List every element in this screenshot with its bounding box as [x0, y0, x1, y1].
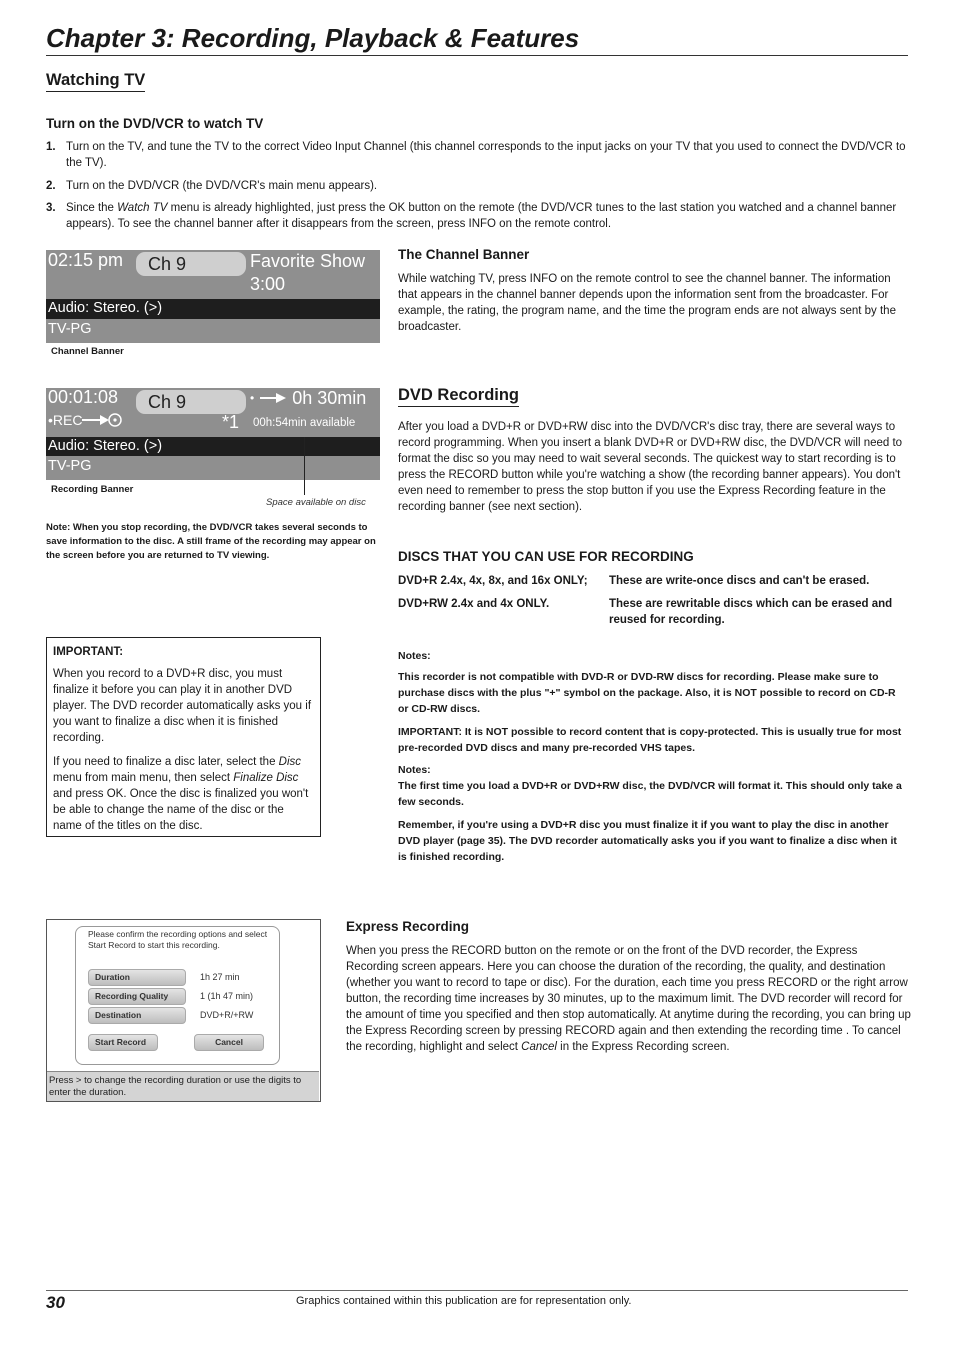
footer-divider	[46, 1290, 908, 1291]
record-to-disc-icon	[82, 413, 122, 427]
duration-field[interactable]: Duration	[88, 969, 186, 986]
section-heading-watching-tv: Watching TV	[46, 70, 145, 92]
disc-type-dvdrw: DVD+RW 2.4x and 4x ONLY.	[398, 598, 550, 610]
recording-duration: • 0h 30min	[250, 388, 367, 408]
step-2	[46, 178, 906, 194]
notes-label-2: Notes:	[398, 764, 431, 776]
step-text: Since the Watch TV menu is already highlighted, just press the OK button on the remote (the DVD/VCR tunes to the last station you watched and a channel banner appears). To see the channel banner after it disappears from the screen, press INFO on the remote control.	[66, 202, 897, 230]
banner-audio: Audio: Stereo. (>)	[46, 299, 380, 319]
banner-time: 02:15 pm	[48, 250, 124, 270]
callout-line	[304, 437, 305, 495]
subheading-turn-on: Turn on the DVD/VCR to watch TV	[46, 116, 264, 131]
step-text: Turn on the DVD/VCR (the DVD/VCR's main menu appears).	[66, 180, 378, 192]
step-text: Turn on the TV, and tune the TV to the correct Video Input Channel (this channel corresponds to the input jacks on your TV that you used to connect the DVD/VCR to the TV).	[66, 141, 906, 169]
stop-recording-note: Note: When you stop recording, the DVD/VCR takes several seconds to save information to the disc. A still frame of the recording may appear on the screen before you are returned to TV viewing.	[46, 522, 376, 561]
important-text-2: If you need to finalize a disc later, select the Disc menu from main menu, then select Finalize Disc and press OK. Once the disc is finalized you won't be able to change the name of the disc or the name of the titles on the disc.	[53, 756, 309, 832]
disc-desc-dvdr: These are write-once discs and can't be erased.	[609, 575, 870, 587]
express-recording-heading: Express Recording	[346, 919, 470, 934]
note-copy-protected: IMPORTANT: It is NOT possible to record content that is copy-protected. This is usually true for most pre-recorded DVD discs and many pre-recorded VHS tapes.	[398, 726, 902, 754]
important-box	[46, 637, 321, 837]
important-text-1: When you record to a DVD+R disc, you must finalize it before you can play it in another DVD player. The DVD recorder automatically asks you if you want to finalize a disc when it is finished recording.	[53, 668, 312, 744]
destination-field[interactable]: Destination	[88, 1007, 186, 1024]
recording-quality-field[interactable]: Recording Quality	[88, 988, 186, 1005]
banner-rating: TV-PG	[46, 319, 380, 343]
banner-rating: TV-PG	[46, 456, 380, 480]
express-prompt: Please confirm the recording options and select Start Record to start this recording.	[88, 929, 268, 950]
start-record-button[interactable]: Start Record	[88, 1034, 158, 1051]
banner-audio: Audio: Stereo. (>)	[46, 437, 380, 456]
step-number: 1.	[46, 141, 56, 153]
channel-banner-graphic	[46, 250, 380, 299]
step-number: 3.	[46, 202, 56, 214]
express-hint: Press > to change the recording duration or use the digits to enter the duration.	[47, 1071, 319, 1101]
banner-show: Favorite Show 3:00	[250, 251, 366, 294]
important-title: IMPORTANT:	[53, 646, 124, 658]
step-1	[46, 139, 906, 171]
banner-time: 00:01:08	[48, 387, 119, 407]
note-format: The first time you load a DVD+R or DVD+RW disc, the DVD/VCR will format it. This should only take a few seconds.	[398, 780, 902, 808]
available-space: 00h:54min available	[253, 417, 356, 429]
cancel-button[interactable]: Cancel	[194, 1034, 264, 1051]
discs-heading: DISCS THAT YOU CAN USE FOR RECORDING	[398, 549, 694, 564]
express-recording-screen	[46, 919, 321, 1102]
channel-banner-heading: The Channel Banner	[398, 247, 530, 262]
banner-channel: Ch 9	[136, 252, 246, 276]
recording-banner-graphic	[46, 388, 380, 437]
arrow-right-icon	[258, 392, 288, 404]
step-number: 2.	[46, 180, 56, 192]
notes-label: Notes:	[398, 650, 431, 662]
recording-quality-value: 1 (1h 47 min)	[200, 991, 254, 1001]
channel-banner-caption: Channel Banner	[51, 346, 124, 357]
express-dialog	[75, 926, 280, 1065]
step-3	[46, 200, 906, 232]
note-compatibility: This recorder is not compatible with DVD-R or DVD-RW discs for recording. Please make sure to purchase discs with the plus "+" symbol on the package. Also, it is NOT possible to record on CD-R or CD-RW discs.	[398, 671, 896, 715]
rec-indicator: •REC	[48, 412, 122, 428]
chapter-title: Chapter 3: Recording, Playback & Features	[46, 22, 908, 56]
recording-banner-caption: Recording Banner	[51, 484, 134, 495]
footer-disclaimer: Graphics contained within this publication are for representation only.	[296, 1295, 632, 1307]
dvd-recording-text: After you load a DVD+R or DVD+RW disc into the DVD/VCR's disc tray, there are several ways to record programming. When you insert a blank DVD+R or DVD+RW disc, the DVD/VCR will need to format the disc so you may need to wait several seconds. The quickest way to start recording is to press the RECORD button while you're watching a show (the recording banner appears). You don't even need to remember to press the stop button if you use the Express Recording feature in the recording banner (see next section).	[398, 421, 903, 513]
disc-desc-dvdrw: These are rewritable discs which can be erased and reused for recording.	[609, 598, 893, 626]
note-finalize: Remember, if you're using a DVD+R disc you must finalize it if you want to play the disc in another DVD player (page 35). The DVD recorder automatically asks you if you want to finalize a disc when it is finished recording.	[398, 819, 897, 863]
channel-banner-text: While watching TV, press INFO on the remote control to see the channel banner. The information that appears in the channel banner depends upon the information sent from the broadcaster. For example, the rating, the program name, and the time the program ends are not always sent by the broadcaster.	[398, 273, 896, 333]
section-heading-dvd-recording: DVD Recording	[398, 385, 519, 407]
recording-multiplier: *1	[222, 412, 240, 432]
destination-value: DVD+R/+RW	[200, 1010, 254, 1020]
banner-channel: Ch 9	[136, 390, 246, 414]
space-available-label: Space available on disc	[266, 497, 366, 508]
page-number: 30	[46, 1293, 65, 1312]
disc-type-dvdr: DVD+R 2.4x, 4x, 8x, and 16x ONLY;	[398, 575, 588, 587]
express-recording-text: When you press the RECORD button on the remote or on the front of the DVD recorder, the Express Recording screen appears. Here you can choose the duration of the recording, the quality, and destination (whether you want to record to tape or disc). For the duration, each time you press RECORD or the right arrow button, the recording time increases by 30 minutes, up to the maximum limit. The DVD recorder will record for the amount of time you specified and then stop automatically. At anytime during the recording, you can bring up the Express Recording screen by pressing RECORD again and then extending the recording time . To cancel the recording, highlight and select Cancel in the Express Recording screen.	[346, 945, 911, 1053]
duration-value: 1h 27 min	[200, 972, 240, 982]
